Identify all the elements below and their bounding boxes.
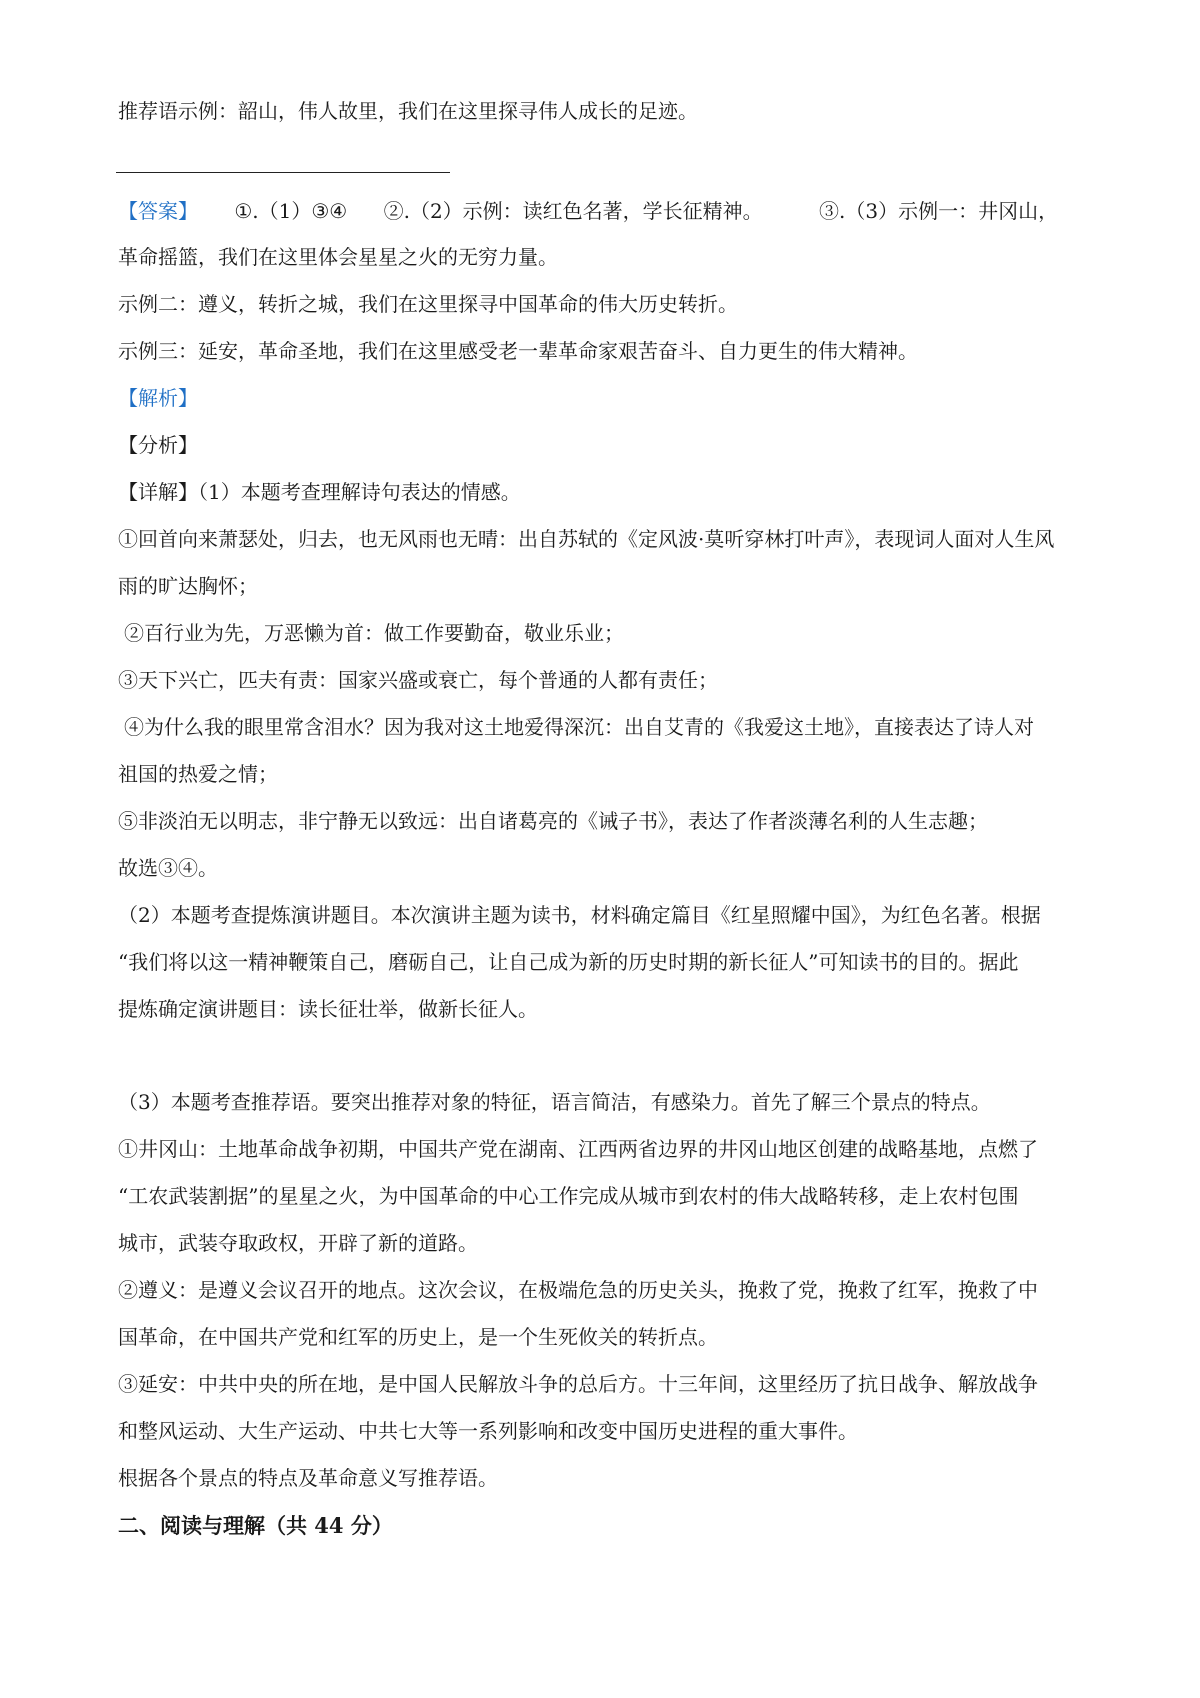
- zunyi-line-b: 国革命，在中国共产党和红军的历史上，是一个生死攸关的转折点。: [118, 1325, 718, 1349]
- yanan-line-b: 和整风运动、大生产运动、中共七大等一系列影响和改变中国历史进程的重大事件。: [118, 1419, 858, 1443]
- answer-item-2: ②.（2）示例：读红色名著，学长征精神。: [383, 199, 763, 223]
- answer-item-3-continued: 革命摇篮，我们在这里体会星星之火的无穷力量。: [118, 245, 558, 269]
- answer-item-3: ③.（3）示例一：井冈山，: [819, 199, 1059, 223]
- analysis-label: 【解析】: [118, 386, 198, 410]
- detail-intro: 【详解】（1）本题考查理解诗句表达的情感。: [118, 480, 521, 504]
- jinggangshan-line-b: “工农武装割据”的星星之火，为中国革命的中心工作完成从城市到农村的伟大战略转移，走上农村包围: [118, 1184, 1019, 1208]
- jinggangshan-line-a: ①井冈山：土地革命战争初期，中国共产党在湖南、江西两省边界的井冈山地区创建的战略基地，点燃了: [118, 1137, 1038, 1161]
- poem-4-line-a: ④为什么我的眼里常含泪水？因为我对这土地爱得深沉：出自艾青的《我爱这土地》，直接表达了诗人对: [124, 715, 1034, 739]
- yanan-line-a: ③延安：中共中央的所在地，是中国人民解放斗争的总后方。十三年间，这里经历了抗日战争、解放战争: [118, 1372, 1038, 1396]
- analysis-sub-label: 【分析】: [118, 433, 198, 457]
- choice-conclusion: 故选③④。: [118, 856, 218, 880]
- answer-example-3: 示例三：延安，革命圣地，我们在这里感受老一辈革命家艰苦奋斗、自力更生的伟大精神。: [118, 339, 918, 363]
- answer-label: 【答案】: [118, 199, 198, 223]
- poem-4-line-b: 祖国的热爱之情；: [118, 762, 278, 786]
- question-2-line-a: （2）本题考查提炼演讲题目。本次演讲主题为读书，材料确定篇目《红星照耀中国》，为红色名著。根据: [118, 903, 1041, 927]
- answer-blank-line: [116, 172, 450, 173]
- poem-1-line-a: ①回首向来萧瑟处，归去，也无风雨也无晴：出自苏轼的《定风波·莫听穿林打叶声》，表现词人面对人生风: [118, 527, 1055, 551]
- poem-3: ③天下兴亡，匹夫有责：国家兴盛或衰亡，每个普通的人都有责任；: [118, 668, 718, 692]
- answer-item-1: ①.（1）③④: [234, 199, 348, 223]
- poem-1-line-b: 雨的旷达胸怀；: [118, 574, 258, 598]
- zunyi-line-a: ②遵义：是遵义会议召开的地点。这次会议，在极端危急的历史关头，挽救了党，挽救了红军，挽救了中: [118, 1278, 1038, 1302]
- question-3-intro: （3）本题考查推荐语。要突出推荐对象的特征，语言简洁，有感染力。首先了解三个景点的特点。: [118, 1090, 991, 1114]
- recommend-example: 推荐语示例：韶山，伟人故里，我们在这里探寻伟人成长的足迹。: [118, 99, 698, 123]
- answer-example-2: 示例二：遵义，转折之城，我们在这里探寻中国革命的伟大历史转折。: [118, 292, 738, 316]
- jinggangshan-line-c: 城市，武装夺取政权，开辟了新的道路。: [118, 1231, 478, 1255]
- answer-line: [118, 196, 1098, 226]
- question-2-line-b: “我们将以这一精神鞭策自己，磨砺自己，让自己成为新的历史时期的新长征人”可知读书的目的。据此: [118, 950, 1019, 974]
- section-heading: 二、阅读与理解（共 44 分）: [118, 1513, 393, 1538]
- poem-2: ②百行业为先，万恶懒为首：做工作要勤奋，敬业乐业；: [124, 621, 624, 645]
- question-2-line-c: 提炼确定演讲题目：读长征壮举，做新长征人。: [118, 997, 538, 1021]
- question-3-conclusion: 根据各个景点的特点及革命意义写推荐语。: [118, 1466, 498, 1490]
- poem-5: ⑤非淡泊无以明志，非宁静无以致远：出自诸葛亮的《诫子书》，表达了作者淡薄名利的人生志趣；: [118, 809, 988, 833]
